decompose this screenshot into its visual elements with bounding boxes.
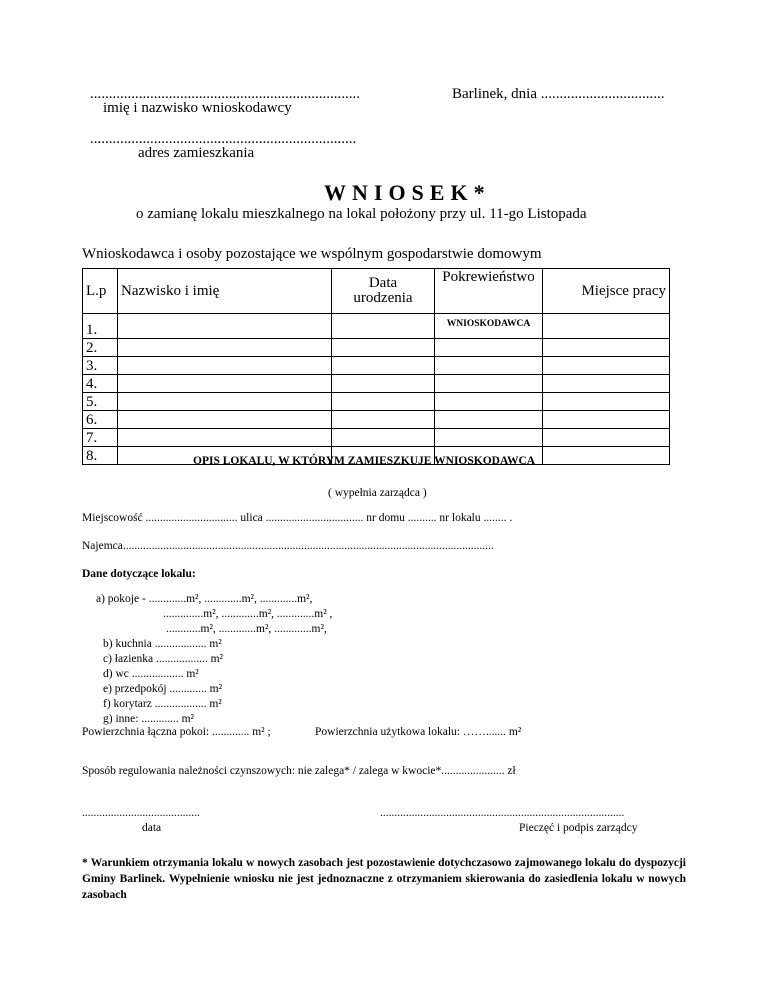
cell-dob[interactable]: [332, 339, 435, 357]
cell-relation[interactable]: [435, 429, 543, 447]
stamp-dots[interactable]: .....................................................................................: [380, 807, 625, 819]
row-number: 2.: [86, 340, 98, 356]
row-number: 3.: [86, 358, 98, 374]
cell-name[interactable]: [118, 375, 332, 393]
premises-data-heading: Dane dotyczące lokalu:: [82, 568, 196, 580]
cell-name[interactable]: [118, 339, 332, 357]
table-row[interactable]: [83, 393, 670, 411]
cell-dob[interactable]: [332, 411, 435, 429]
bathroom-area[interactable]: c) łazienka .................. m²: [103, 653, 224, 665]
cell-relation[interactable]: [435, 339, 543, 357]
location-line[interactable]: Miejscowość ................................ ulica .................................. nr domu .......... nr lokalu ........ .: [82, 512, 513, 524]
usable-area[interactable]: Powierzchnia użytkowa lokalu: ……....... m²: [315, 726, 522, 738]
signature-date-caption: data: [142, 822, 162, 834]
applicant-name-caption: imię i nazwisko wnioskodawcy: [103, 100, 292, 116]
row-number: 8.: [86, 448, 98, 464]
address-dots[interactable]: .......................................................................: [90, 131, 357, 147]
col-lp-label: L.p: [86, 283, 107, 299]
document-title: WNIOSEK*: [324, 180, 491, 205]
table-header-row: [83, 269, 670, 314]
table-row[interactable]: [83, 411, 670, 429]
col-name-label: Nazwisko i imię: [121, 283, 220, 299]
table-row[interactable]: [83, 429, 670, 447]
cell-work[interactable]: [543, 314, 670, 339]
cell-relation[interactable]: [435, 375, 543, 393]
kitchen-area[interactable]: b) kuchnia .................. m²: [103, 638, 222, 650]
row-number: 6.: [86, 412, 98, 428]
other-area[interactable]: g) inne: ............. m²: [103, 713, 194, 725]
row-number: 1.: [86, 322, 98, 338]
cell-work[interactable]: [543, 339, 670, 357]
cell-name[interactable]: [118, 429, 332, 447]
table-row[interactable]: [83, 339, 670, 357]
cell-relation[interactable]: [435, 393, 543, 411]
cell-work[interactable]: [543, 447, 670, 465]
row-number: 5.: [86, 394, 98, 410]
col-lp: [83, 269, 118, 314]
household-table: [82, 268, 670, 465]
row-number: 7.: [86, 430, 98, 446]
rooms-line-3[interactable]: ............m², .............m², .............m²,: [166, 623, 327, 635]
tenant-line[interactable]: Najemca.................................................................................................................................: [82, 540, 494, 552]
cell-dob[interactable]: [332, 375, 435, 393]
cell-dob[interactable]: [332, 429, 435, 447]
cell-dob[interactable]: [332, 393, 435, 411]
hallway-area[interactable]: e) przedpokój ............. m²: [103, 683, 223, 695]
col-name: [118, 269, 332, 314]
rooms-line-1[interactable]: a) pokoje - .............m², .............m², .............m²,: [96, 593, 313, 605]
signature-date-dots[interactable]: .........................................: [82, 807, 200, 819]
premises-heading: OPIS LOKALU, W KTÓRYM ZAMIESZKUJE WNIOSKODAWCA: [193, 455, 536, 467]
corridor-area[interactable]: f) korytarz .................. m²: [103, 698, 222, 710]
filled-by-note: ( wypełnia zarządca ): [328, 487, 427, 499]
applicant-label: WNIOSKODAWCA: [446, 319, 531, 329]
rooms-line-2[interactable]: ..............m², .............m², .............m² ,: [163, 608, 333, 620]
cell-name[interactable]: [118, 314, 332, 339]
applicant-name-dots[interactable]: ........................................................................: [90, 86, 360, 102]
household-intro: Wnioskodawca i osoby pozostające we wspólnym gospodarstwie domowym: [82, 246, 542, 262]
cell-relation[interactable]: [435, 314, 543, 339]
cell-relation[interactable]: [435, 411, 543, 429]
cell-relation[interactable]: [435, 357, 543, 375]
col-relation: [435, 269, 543, 314]
col-work: [543, 269, 670, 314]
table-row[interactable]: [83, 357, 670, 375]
table-row[interactable]: [83, 375, 670, 393]
table-row[interactable]: [83, 314, 670, 339]
col-dob-label-1: Data: [368, 275, 398, 291]
cell-work[interactable]: [543, 429, 670, 447]
cell-name[interactable]: [118, 357, 332, 375]
document-subtitle: o zamianę lokalu mieszkalnego na lokal położony przy ul. 11-go Listopada: [136, 206, 587, 222]
row-number: 4.: [86, 376, 98, 392]
cell-name[interactable]: [118, 393, 332, 411]
col-work-label: Miejsce pracy: [581, 283, 666, 299]
stamp-caption: Pieczęć i podpis zarządcy: [519, 822, 638, 834]
col-relation-label: Pokrewieństwo: [442, 269, 535, 285]
place-date[interactable]: Barlinek, dnia .................................: [452, 86, 665, 102]
col-dob-label-2: urodzenia: [353, 290, 413, 306]
rooms-total-area[interactable]: Powierzchnia łączna pokoi: ............. m² ;: [82, 726, 271, 738]
cell-name[interactable]: [118, 411, 332, 429]
rent-line[interactable]: Sposób regulowania należności czynszowych: nie zalega* / zalega w kwocie*...................... zł: [82, 765, 516, 777]
cell-work[interactable]: [543, 357, 670, 375]
cell-work[interactable]: [543, 411, 670, 429]
cell-work[interactable]: [543, 375, 670, 393]
col-dob: [332, 269, 435, 314]
cell-work[interactable]: [543, 393, 670, 411]
footnote: * Warunkiem otrzymania lokalu w nowych zasobach jest pozostawienie dotychczasowo zajmowanego lokalu do dyspozycji Gminy Barlinek. Wypełnienie wniosku nie jest jednoznaczne z otrzymaniem skierowania do zasiedlenia lokalu w nowych zasobach: [82, 857, 686, 901]
wc-area[interactable]: d) wc .................. m²: [103, 668, 199, 680]
cell-dob[interactable]: [332, 357, 435, 375]
address-caption: adres zamieszkania: [138, 145, 255, 161]
cell-dob[interactable]: [332, 314, 435, 339]
